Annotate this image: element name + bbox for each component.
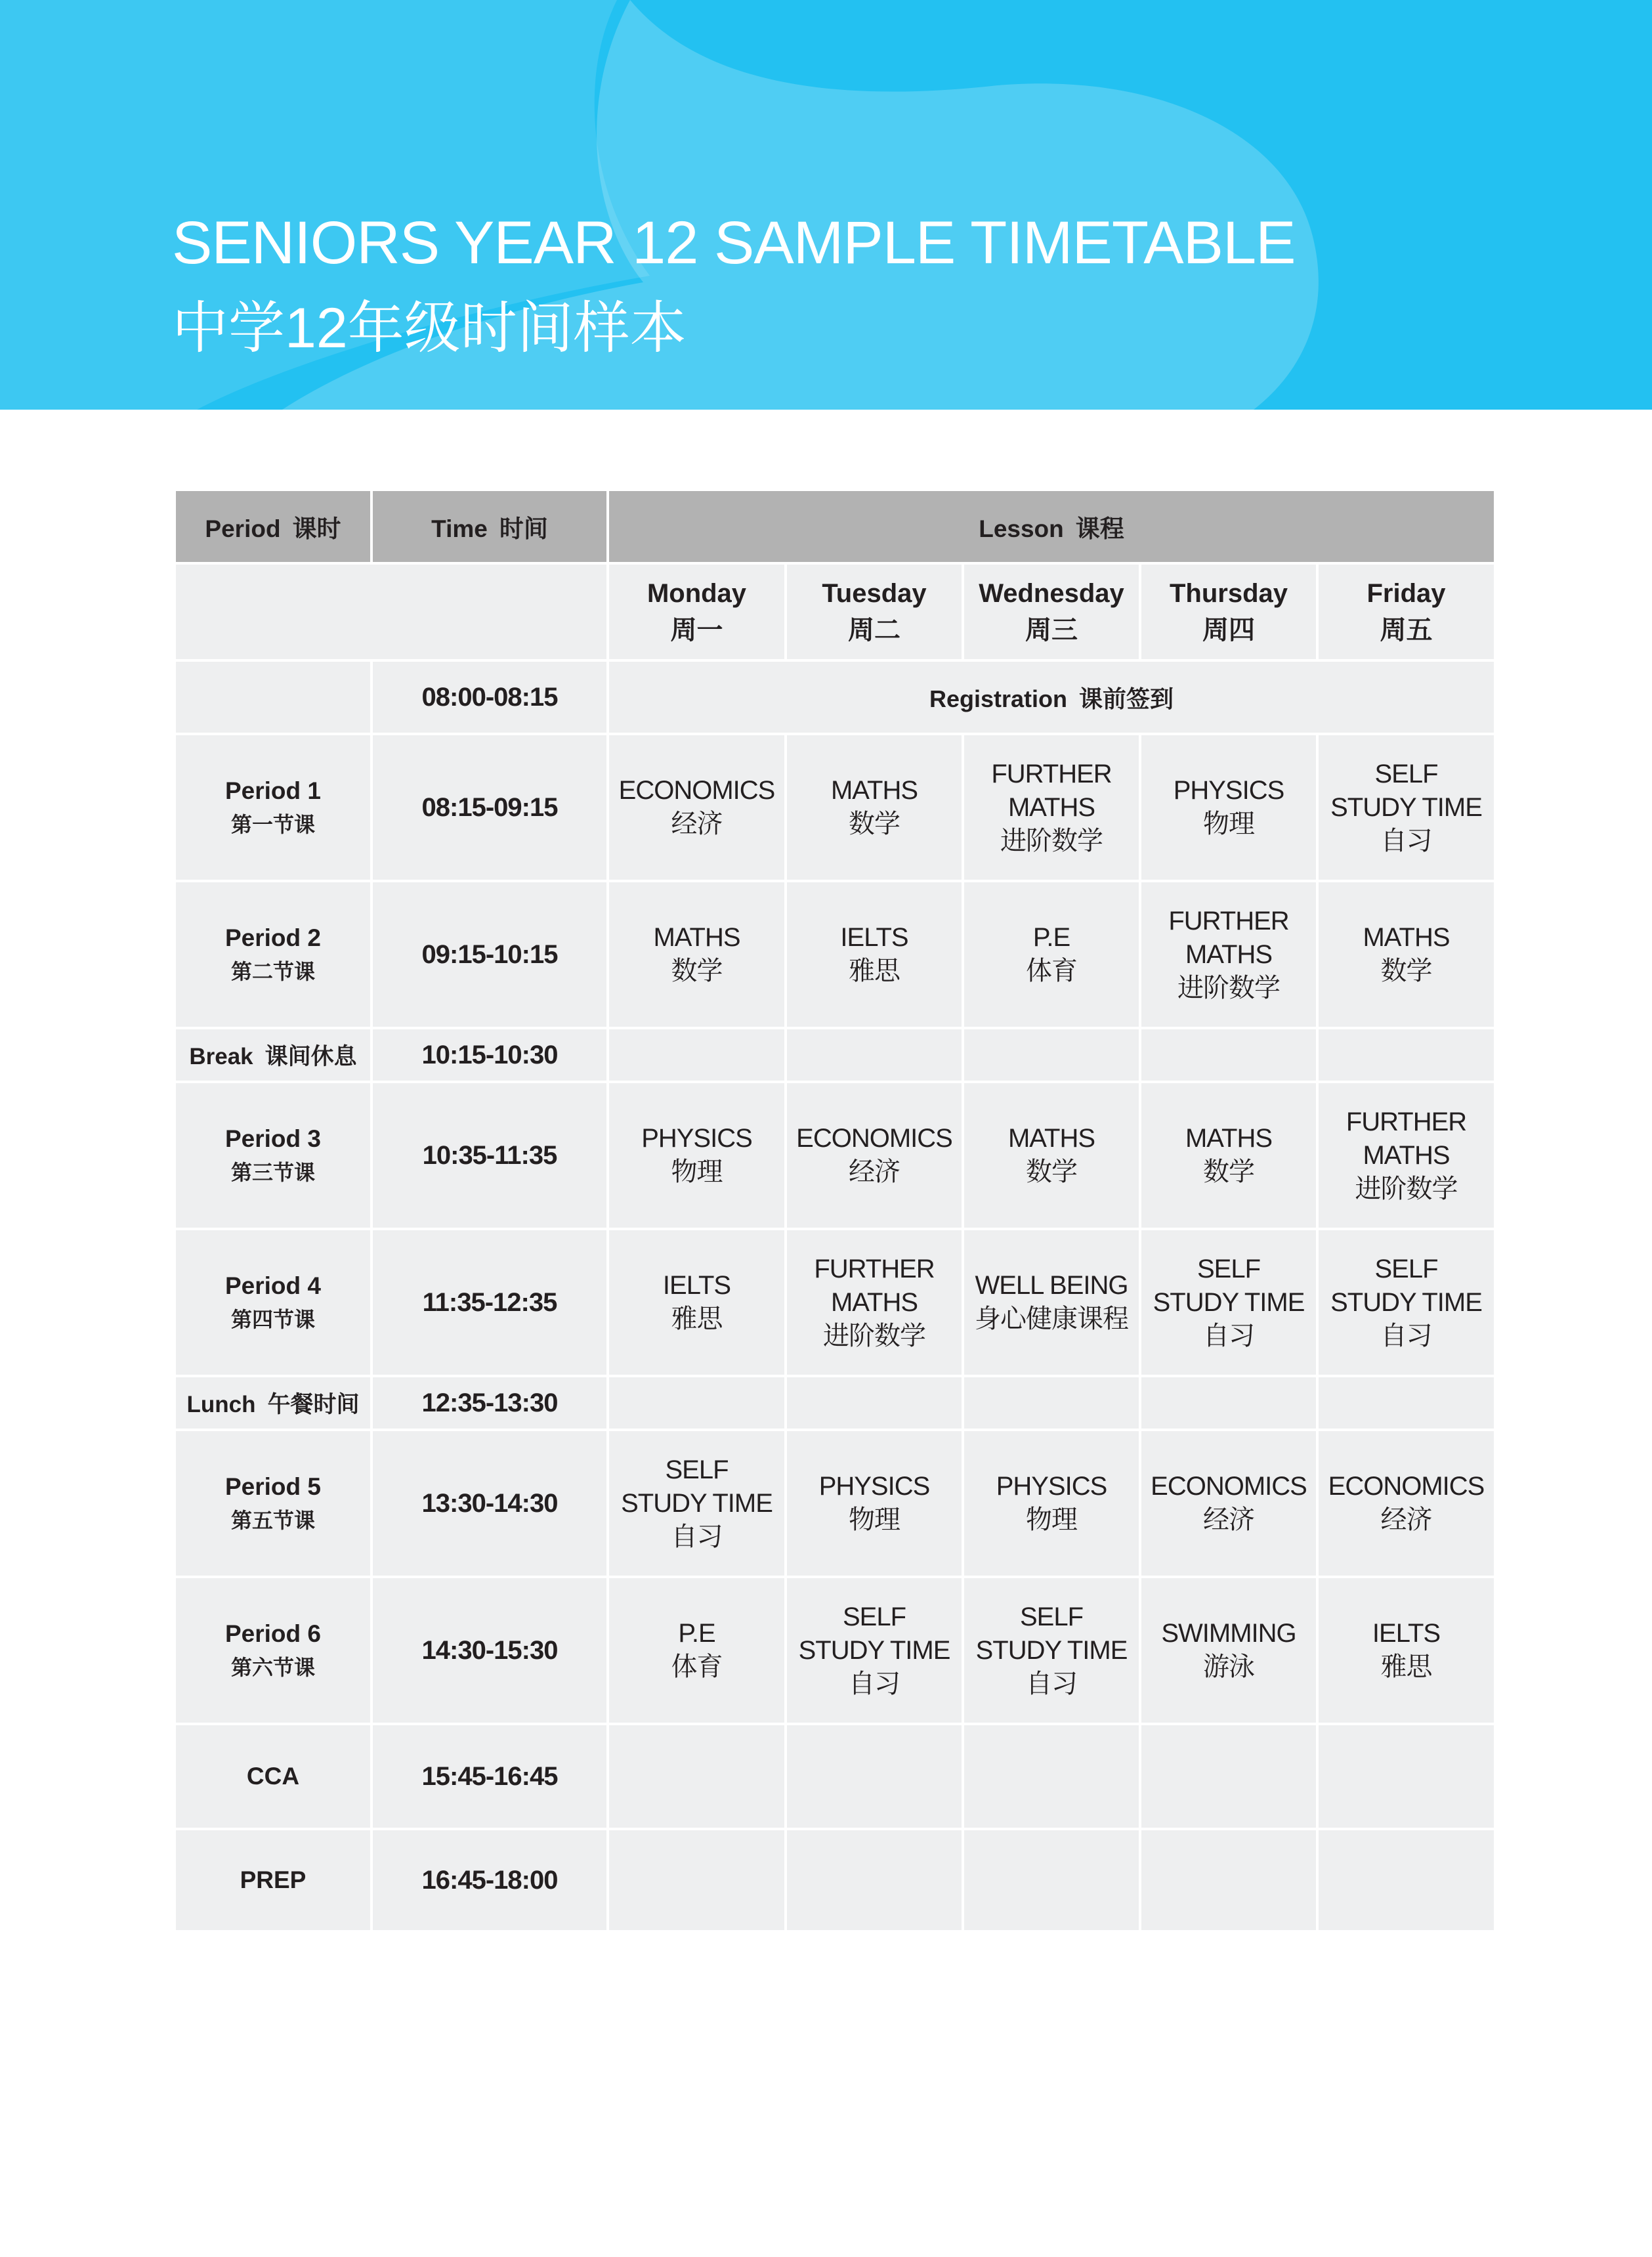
period-row bbox=[175, 1229, 1495, 1376]
period-time: 10:35-11:35 bbox=[371, 1082, 608, 1229]
lesson-line: MATHS bbox=[1185, 939, 1273, 969]
empty-cell bbox=[963, 1829, 1140, 1931]
lesson-line: FURTHER bbox=[991, 759, 1112, 788]
lesson-line: 经济 bbox=[849, 1157, 900, 1186]
lesson-line: SELF bbox=[665, 1455, 729, 1484]
period-label: Period 5 第五节课 bbox=[175, 1430, 371, 1577]
lunch-row bbox=[175, 1376, 1495, 1430]
day-header-tuesday: Tuesday 周二 bbox=[786, 563, 963, 660]
period-label: Period 2 第二节课 bbox=[175, 881, 371, 1028]
lesson-line: WELL BEING bbox=[975, 1271, 1128, 1300]
day-row-spacer bbox=[175, 563, 608, 660]
lesson-line: MATHS bbox=[1363, 1140, 1450, 1170]
registration-row bbox=[175, 660, 1495, 734]
lesson-line: 自习 bbox=[671, 1522, 723, 1551]
lesson-line: STUDY TIME bbox=[1330, 792, 1482, 822]
period-label: Period 6 第六节课 bbox=[175, 1577, 371, 1724]
lesson-line: MATHS bbox=[830, 776, 918, 805]
lesson-line: 数学 bbox=[671, 957, 723, 985]
break-row bbox=[175, 1028, 1495, 1082]
period-label: Period 3 第三节课 bbox=[175, 1082, 371, 1229]
empty-cell bbox=[1317, 1724, 1495, 1829]
lesson-line: 自习 bbox=[1026, 1669, 1077, 1698]
lesson-cell bbox=[1317, 734, 1495, 881]
cca-row bbox=[175, 1724, 1495, 1829]
lesson-cell bbox=[1317, 881, 1495, 1028]
lesson-line: 物理 bbox=[671, 1157, 723, 1186]
lesson-cell bbox=[786, 1082, 963, 1229]
lesson-line: 经济 bbox=[1380, 1505, 1432, 1534]
lesson-line: SWIMMING bbox=[1161, 1619, 1296, 1648]
lesson-line: 数学 bbox=[1026, 1157, 1077, 1186]
empty-cell bbox=[963, 1724, 1140, 1829]
period-column-header: Period 课时 bbox=[175, 490, 371, 563]
lesson-line: 数学 bbox=[1380, 957, 1432, 985]
lesson-line: 自习 bbox=[849, 1669, 900, 1698]
lesson-line: 进阶数学 bbox=[1177, 973, 1280, 1002]
lesson-cell bbox=[786, 881, 963, 1028]
lesson-line: 物理 bbox=[849, 1505, 900, 1534]
lesson-cell bbox=[608, 734, 786, 881]
time-column-header: Time 时间 bbox=[371, 490, 608, 563]
lesson-line: MATHS bbox=[1185, 1124, 1273, 1153]
lesson-cell bbox=[1317, 1430, 1495, 1577]
lesson-line: 进阶数学 bbox=[1000, 826, 1103, 855]
empty-cell bbox=[608, 1376, 786, 1430]
lesson-line: STUDY TIME bbox=[1153, 1287, 1305, 1317]
lesson-cell bbox=[786, 1430, 963, 1577]
header-row bbox=[175, 490, 1495, 563]
lesson-cell bbox=[1140, 881, 1317, 1028]
lesson-cell bbox=[1317, 1082, 1495, 1229]
lesson-line: ECONOMICS bbox=[1328, 1472, 1485, 1501]
lesson-line: PHYSICS bbox=[996, 1472, 1107, 1501]
lesson-line: 体育 bbox=[671, 1652, 723, 1681]
lesson-line: IELTS bbox=[840, 923, 908, 952]
period-row bbox=[175, 734, 1495, 881]
lesson-line: MATHS bbox=[830, 1287, 918, 1317]
lesson-column-header: Lesson 课程 bbox=[608, 490, 1495, 563]
empty-cell bbox=[1317, 1829, 1495, 1931]
lesson-line: P.E bbox=[678, 1619, 715, 1648]
lesson-line: STUDY TIME bbox=[1330, 1287, 1482, 1317]
empty-cell bbox=[1140, 1724, 1317, 1829]
lesson-cell bbox=[608, 1430, 786, 1577]
lesson-line: 自习 bbox=[1380, 1321, 1432, 1350]
empty-cell bbox=[963, 1376, 1140, 1430]
lesson-line: SELF bbox=[1374, 759, 1438, 788]
day-header-friday: Friday 周五 bbox=[1317, 563, 1495, 660]
empty-cell bbox=[1317, 1376, 1495, 1430]
period-time: 13:30-14:30 bbox=[371, 1430, 608, 1577]
lesson-cell bbox=[963, 1430, 1140, 1577]
lesson-line: IELTS bbox=[662, 1271, 731, 1300]
lesson-line: 数学 bbox=[1203, 1157, 1254, 1186]
break-time: 10:15-10:30 bbox=[371, 1028, 608, 1082]
lesson-line: 雅思 bbox=[1380, 1652, 1432, 1681]
day-header-monday: Monday 周一 bbox=[608, 563, 786, 660]
empty-cell bbox=[963, 1028, 1140, 1082]
day-header-wednesday: Wednesday 周三 bbox=[963, 563, 1140, 660]
lesson-line: 雅思 bbox=[671, 1304, 723, 1333]
period-row bbox=[175, 881, 1495, 1028]
period-time: 11:35-12:35 bbox=[371, 1229, 608, 1376]
cca-time: 15:45-16:45 bbox=[371, 1724, 608, 1829]
timetable bbox=[173, 488, 1494, 1930]
lesson-cell bbox=[786, 1577, 963, 1724]
period-row bbox=[175, 1430, 1495, 1577]
lesson-line: ECONOMICS bbox=[618, 776, 775, 805]
lunch-time: 12:35-13:30 bbox=[371, 1376, 608, 1430]
lesson-line: SELF bbox=[842, 1602, 906, 1631]
lunch-label: Lunch 午餐时间 bbox=[175, 1376, 371, 1430]
lesson-line: 身心健康课程 bbox=[975, 1304, 1128, 1333]
lesson-cell bbox=[1317, 1577, 1495, 1724]
lesson-cell bbox=[1140, 1082, 1317, 1229]
lesson-line: 物理 bbox=[1026, 1505, 1077, 1534]
period-time: 14:30-15:30 bbox=[371, 1577, 608, 1724]
lesson-cell bbox=[1140, 1577, 1317, 1724]
lesson-line: PHYSICS bbox=[641, 1124, 752, 1153]
lesson-line: FURTHER bbox=[1345, 1107, 1467, 1136]
lesson-line: MATHS bbox=[1363, 923, 1450, 952]
page-title-zh: 中学12年级时间样本 bbox=[172, 297, 687, 360]
lesson-line: PHYSICS bbox=[1173, 776, 1284, 805]
empty-cell bbox=[786, 1724, 963, 1829]
lesson-line: P.E bbox=[1032, 923, 1070, 952]
period-time: 09:15-10:15 bbox=[371, 881, 608, 1028]
lesson-cell bbox=[963, 881, 1140, 1028]
lesson-line: MATHS bbox=[1007, 792, 1095, 822]
empty-cell bbox=[786, 1829, 963, 1931]
lesson-line: FURTHER bbox=[1168, 906, 1289, 935]
prep-row bbox=[175, 1829, 1495, 1931]
lesson-line: ECONOMICS bbox=[796, 1124, 952, 1153]
day-row bbox=[175, 563, 1495, 660]
header-banner bbox=[0, 0, 1652, 410]
lesson-line: 体育 bbox=[1026, 957, 1077, 985]
lesson-line: 进阶数学 bbox=[1355, 1174, 1458, 1203]
empty-cell bbox=[608, 1829, 786, 1931]
period-label: Period 4 第四节课 bbox=[175, 1229, 371, 1376]
lesson-line: IELTS bbox=[1372, 1619, 1441, 1648]
lesson-line: 雅思 bbox=[849, 957, 900, 985]
registration-period-cell bbox=[175, 660, 371, 734]
registration-time: 08:00-08:15 bbox=[371, 660, 608, 734]
page-title: SENIORS YEAR 12 SAMPLE TIMETABLE bbox=[172, 209, 1296, 276]
lesson-line: SELF bbox=[1374, 1254, 1438, 1283]
lesson-line: 物理 bbox=[1203, 809, 1254, 838]
empty-cell bbox=[1140, 1829, 1317, 1931]
timetable-grid bbox=[173, 488, 1496, 1933]
lesson-cell bbox=[786, 734, 963, 881]
lesson-line: PHYSICS bbox=[818, 1472, 930, 1501]
prep-time: 16:45-18:00 bbox=[371, 1829, 608, 1931]
lesson-cell bbox=[963, 734, 1140, 881]
prep-label: PREP bbox=[175, 1829, 371, 1931]
lesson-line: MATHS bbox=[653, 923, 740, 952]
lesson-line: 自习 bbox=[1203, 1321, 1254, 1350]
empty-cell bbox=[1140, 1028, 1317, 1082]
lesson-cell bbox=[608, 1577, 786, 1724]
period-row bbox=[175, 1082, 1495, 1229]
empty-cell bbox=[786, 1028, 963, 1082]
lesson-line: 经济 bbox=[671, 809, 723, 838]
registration-label: Registration 课前签到 bbox=[608, 660, 1495, 734]
lesson-line: MATHS bbox=[1007, 1124, 1095, 1153]
period-time: 08:15-09:15 bbox=[371, 734, 608, 881]
lesson-line: STUDY TIME bbox=[975, 1635, 1128, 1665]
empty-cell bbox=[608, 1028, 786, 1082]
lesson-line: 数学 bbox=[849, 809, 900, 838]
lesson-line: 经济 bbox=[1203, 1505, 1254, 1534]
lesson-cell bbox=[786, 1229, 963, 1376]
empty-cell bbox=[786, 1376, 963, 1430]
lesson-cell bbox=[963, 1577, 1140, 1724]
lesson-cell bbox=[1140, 1229, 1317, 1376]
empty-cell bbox=[1140, 1376, 1317, 1430]
period-row bbox=[175, 1577, 1495, 1724]
lesson-line: 自习 bbox=[1380, 826, 1432, 855]
lesson-cell bbox=[608, 881, 786, 1028]
lesson-cell bbox=[608, 1229, 786, 1376]
lesson-line: STUDY TIME bbox=[621, 1488, 773, 1518]
lesson-cell bbox=[1140, 734, 1317, 881]
break-label: Break 课间休息 bbox=[175, 1028, 371, 1082]
lesson-cell bbox=[608, 1082, 786, 1229]
lesson-line: 进阶数学 bbox=[823, 1321, 925, 1350]
cca-label: CCA bbox=[175, 1724, 371, 1829]
lesson-line: STUDY TIME bbox=[798, 1635, 950, 1665]
period-label: Period 1 第一节课 bbox=[175, 734, 371, 881]
empty-cell bbox=[1317, 1028, 1495, 1082]
lesson-cell bbox=[1317, 1229, 1495, 1376]
lesson-cell bbox=[963, 1229, 1140, 1376]
empty-cell bbox=[608, 1724, 786, 1829]
lesson-line: SELF bbox=[1197, 1254, 1261, 1283]
lesson-line: FURTHER bbox=[814, 1254, 935, 1283]
lesson-cell bbox=[1140, 1430, 1317, 1577]
lesson-line: ECONOMICS bbox=[1151, 1472, 1307, 1501]
day-header-thursday: Thursday 周四 bbox=[1140, 563, 1317, 660]
lesson-line: 游泳 bbox=[1203, 1652, 1254, 1681]
lesson-cell bbox=[963, 1082, 1140, 1229]
lesson-line: SELF bbox=[1019, 1602, 1084, 1631]
